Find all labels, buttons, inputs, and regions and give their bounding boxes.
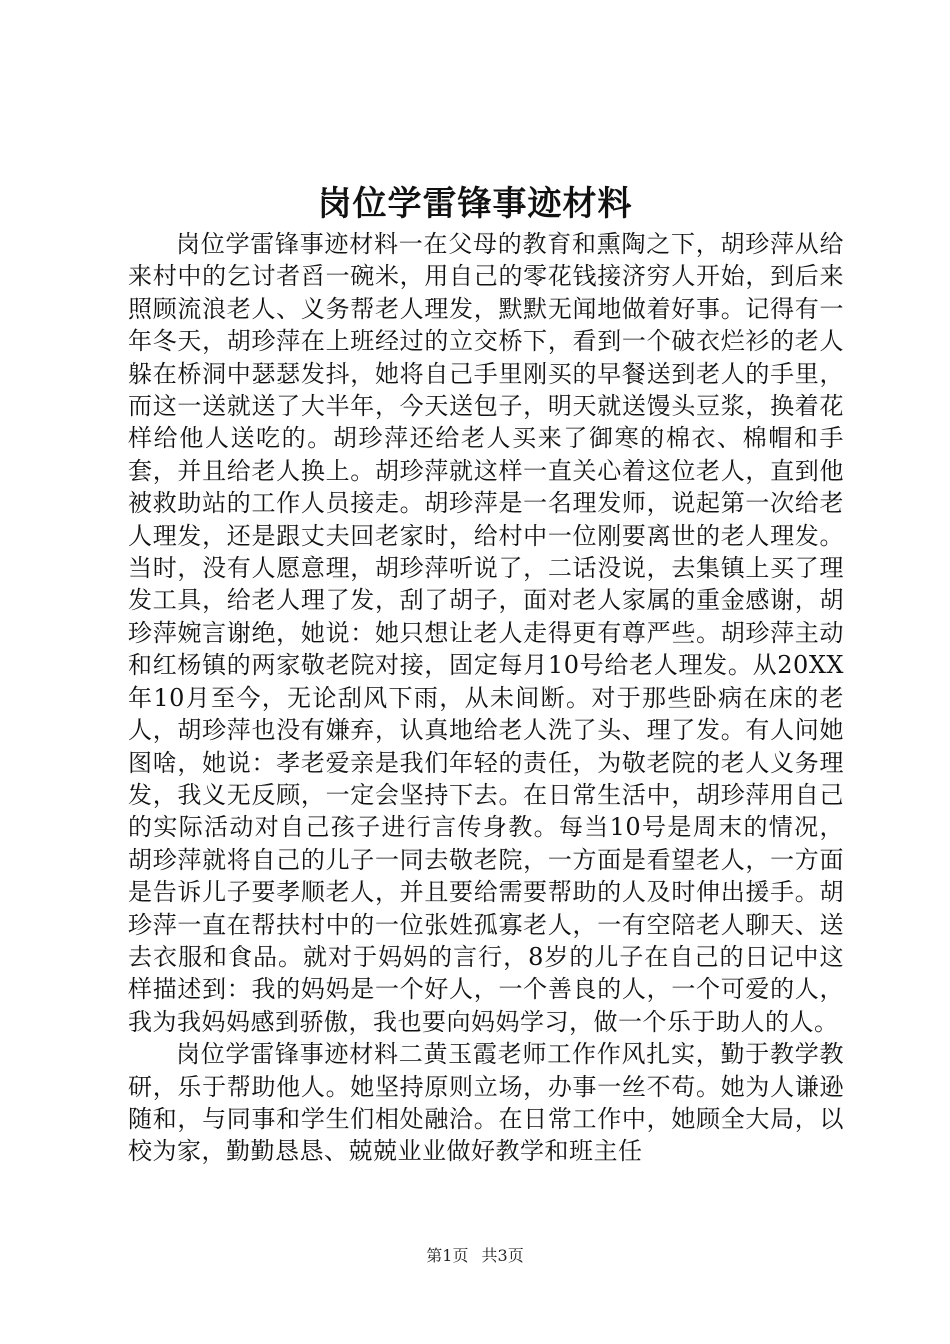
- paragraph-2: 岗位学雷锋事迹材料二黄玉霞老师工作作风扎实，勤于教学教研，乐于帮助他人。她坚持原则立场，办事一丝不苟。她为人谦逊随和，与同事和学生们相处融洽。在日常工作中，她顾全大局，以校为家，勤勤恳恳、兢兢业业做好教学和班主任: [128, 1040, 844, 1166]
- paragraph-1: 岗位学雷锋事迹材料一在父母的教育和熏陶之下，胡珍萍从给来村中的乞讨者舀一碗米，用自己的零花钱接济穷人开始，到后来照顾流浪老人、义务帮老人理发，默默无闻地做着好事。记得有一年冬天，胡珍萍在上班经过的立交桥下，看到一个破衣烂衫的老人躲在桥洞中瑟瑟发抖，她将自己手里刚买的早餐送到老人的手里，而这一送就送了大半年，今天送包子，明天就送馒头豆浆，换着花样给他人送吃的。胡珍萍还给老人买来了御寒的棉衣、棉帽和手套，并且给老人换上。胡珍萍就这样一直关心着这位老人，直到他被救助站的工作人员接走。胡珍萍是一名理发师，说起第一次给老人理发，还是跟丈夫回老家时，给村中一位刚要离世的老人理发。当时，没有人愿意理，胡珍萍听说了，二话没说，去集镇上买了理发工具，给老人理了发，刮了胡子，面对老人家属的重金感谢，胡珍萍婉言谢绝，她说：她只想让老人走得更有尊严些。胡珍萍主动和红杨镇的两家敬老院对接，固定每月10号给老人理发。从20XX年10月至今，无论刮风下雨，从未间断。对于那些卧病在床的老人，胡珍萍也没有嫌弃，认真地给老人洗了头、理了发。有人问她图啥，她说：孝老爱亲是我们年轻的责任，为敬老院的老人义务理发，我义无反顾，一定会坚持下去。在日常生活中，胡珍萍用自己的实际活动对自己孩子进行言传身教。每当10号是周末的情况，胡珍萍就将自己的儿子一同去敬老院，一方面是看望老人，一方面是告诉儿子要孝顺老人，并且要给需要帮助的人及时伸出援手。胡珍萍一直在帮扶村中的一位张姓孤寡老人，一有空陪老人聊天、送去衣服和食品。就对于妈妈的言行，8岁的儿子在自己的日记中这样描述到：我的妈妈是一个好人，一个善良的人，一个可爱的人，我为我妈妈感到骄傲，我也要向妈妈学习，做一个乐于助人的人。: [128, 230, 844, 1036]
- document-body: [128, 228, 844, 1168]
- document-title: 岗位学雷锋事迹材料: [317, 184, 633, 224]
- page-number: 第1页: [426, 1246, 469, 1265]
- page-footer: [0, 1244, 950, 1268]
- page-total: 共3页: [481, 1246, 524, 1265]
